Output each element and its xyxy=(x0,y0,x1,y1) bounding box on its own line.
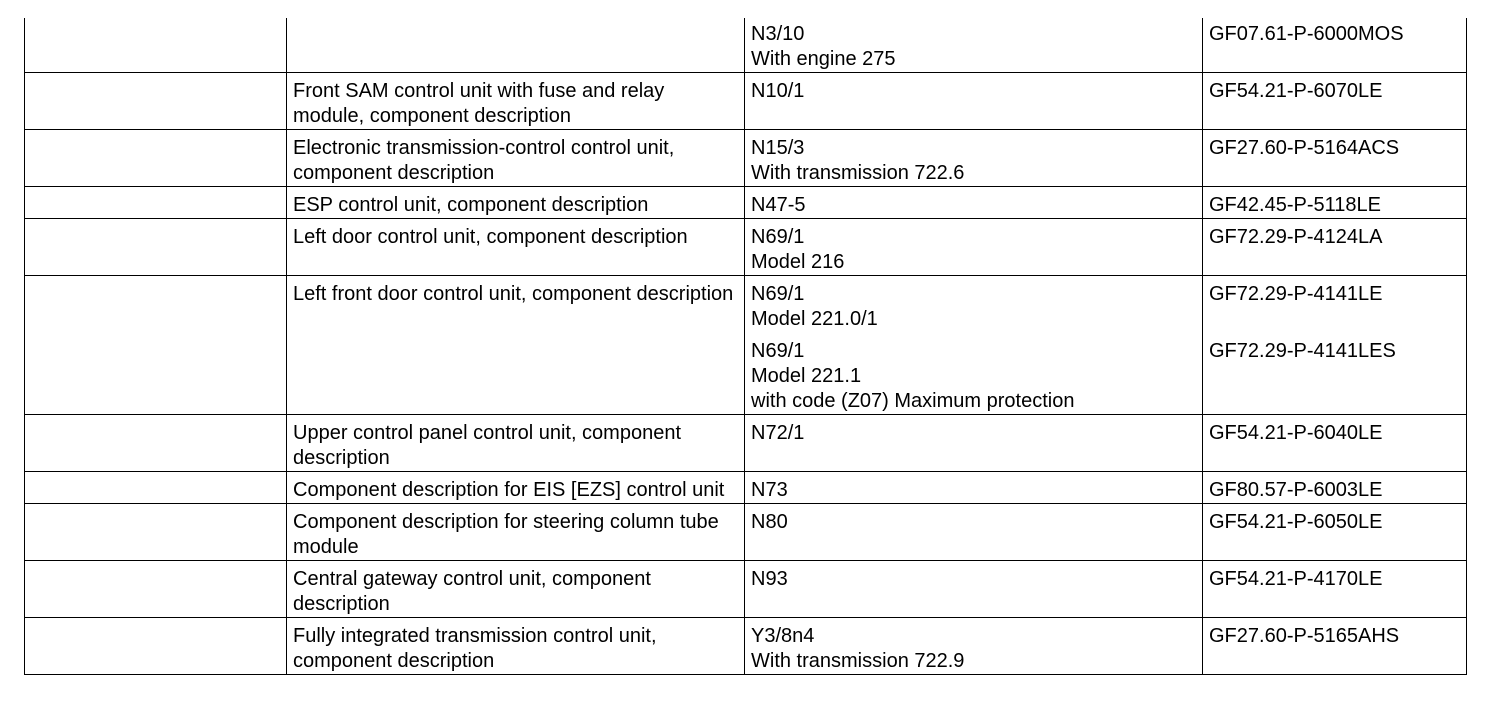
component-code-cell xyxy=(745,415,1203,472)
component-code-cell xyxy=(745,561,1203,618)
component-code-cell xyxy=(745,219,1203,276)
code-entry xyxy=(751,478,1196,503)
table-row xyxy=(25,415,1467,472)
blank-cell xyxy=(25,219,287,276)
document-number-cell xyxy=(1203,73,1467,130)
table-row xyxy=(25,472,1467,504)
document-number-cell xyxy=(1203,415,1467,472)
document-number-cell xyxy=(1203,472,1467,504)
component-code: N15/3 xyxy=(751,137,805,159)
document-number: GF72.29-P-4141LE xyxy=(1209,283,1383,305)
component-code: Y3/8n4 xyxy=(751,625,815,647)
table-body xyxy=(25,18,1467,675)
code-entry xyxy=(751,567,1196,592)
component-code: N3/10 xyxy=(751,23,805,45)
component-code: N69/1 xyxy=(751,226,805,248)
code-entry xyxy=(751,79,1196,104)
blank-cell xyxy=(25,618,287,675)
component-description-cell: Upper control panel control unit, component description xyxy=(287,415,745,472)
component-description-cell: Electronic transmission-control control unit, component description xyxy=(287,130,745,187)
component-code: N69/1 xyxy=(751,283,805,305)
document-number: GF80.57-P-6003LE xyxy=(1209,479,1383,501)
component-code-cell xyxy=(745,187,1203,219)
component-code: N73 xyxy=(751,479,788,501)
component-description-cell xyxy=(287,18,745,73)
component-condition: With transmission 722.9 xyxy=(751,650,965,672)
code-entry xyxy=(751,339,1196,414)
document-entry xyxy=(1209,478,1460,503)
code-entry xyxy=(751,282,1196,332)
table-row xyxy=(25,130,1467,187)
document-number-cell xyxy=(1203,18,1467,73)
component-condition: with code (Z07) Maximum protection xyxy=(751,390,1075,412)
document-number-cell xyxy=(1203,561,1467,618)
table-row xyxy=(25,561,1467,618)
table-row xyxy=(25,219,1467,276)
component-condition: With transmission 722.6 xyxy=(751,162,965,184)
document-number: GF27.60-P-5164ACS xyxy=(1209,137,1400,159)
document-number-cell xyxy=(1203,618,1467,675)
document-entry xyxy=(1209,624,1460,674)
component-code-cell xyxy=(745,18,1203,73)
document-number: GF54.21-P-4170LE xyxy=(1209,568,1383,590)
component-description-cell: Component description for EIS [EZS] control unit xyxy=(287,472,745,504)
document-entry xyxy=(1209,567,1460,592)
component-code: N69/1 xyxy=(751,340,805,362)
component-code: N72/1 xyxy=(751,422,805,444)
component-description-cell: Fully integrated transmission control unit, component description xyxy=(287,618,745,675)
blank-cell xyxy=(25,18,287,73)
component-code: N47-5 xyxy=(751,194,806,216)
document-number-cell xyxy=(1203,504,1467,561)
document-entry xyxy=(1209,193,1460,218)
table-row xyxy=(25,504,1467,561)
code-entry xyxy=(751,225,1196,275)
table-row xyxy=(25,73,1467,130)
document-number: GF54.21-P-6070LE xyxy=(1209,80,1383,102)
component-description-cell: Central gateway control unit, component description xyxy=(287,561,745,618)
component-condition: With engine 275 xyxy=(751,48,896,70)
code-entry xyxy=(751,421,1196,446)
document-entry xyxy=(1209,421,1460,446)
document-number: GF42.45-P-5118LE xyxy=(1209,194,1381,216)
document-number-cell xyxy=(1203,276,1467,415)
table-row xyxy=(25,18,1467,73)
document-number: GF27.60-P-5165AHS xyxy=(1209,625,1400,647)
document-entry xyxy=(1209,22,1460,72)
component-code-cell xyxy=(745,618,1203,675)
blank-cell xyxy=(25,187,287,219)
component-description-cell: Left door control unit, component description xyxy=(287,219,745,276)
document-entry xyxy=(1209,79,1460,104)
blank-cell xyxy=(25,472,287,504)
document-entry xyxy=(1209,136,1460,186)
component-code: N80 xyxy=(751,511,788,533)
component-condition: Model 221.0/1 xyxy=(751,308,878,330)
blank-cell xyxy=(25,561,287,618)
blank-cell xyxy=(25,504,287,561)
component-code-cell xyxy=(745,504,1203,561)
table-row xyxy=(25,618,1467,675)
blank-cell xyxy=(25,130,287,187)
component-code-cell xyxy=(745,73,1203,130)
component-description-cell: Left front door control unit, component description xyxy=(287,276,745,415)
document-number: GF07.61-P-6000MOS xyxy=(1209,23,1404,45)
component-code: N10/1 xyxy=(751,80,805,102)
table-row xyxy=(25,276,1467,415)
document-number-cell xyxy=(1203,219,1467,276)
document-number: GF54.21-P-6050LE xyxy=(1209,511,1383,533)
component-code-cell xyxy=(745,130,1203,187)
document-number: GF72.29-P-4124LA xyxy=(1209,226,1383,248)
component-condition: Model 221.1 xyxy=(751,365,862,387)
component-reference-table xyxy=(24,18,1467,675)
code-entry xyxy=(751,510,1196,535)
code-entry xyxy=(751,624,1196,674)
component-code-cell xyxy=(745,472,1203,504)
component-description-cell: ESP control unit, component description xyxy=(287,187,745,219)
document-number-cell xyxy=(1203,130,1467,187)
component-condition: Model 216 xyxy=(751,251,845,273)
blank-cell xyxy=(25,415,287,472)
table-row xyxy=(25,187,1467,219)
document-entry xyxy=(1209,339,1460,414)
code-entry xyxy=(751,22,1196,72)
document-number: GF72.29-P-4141LES xyxy=(1209,340,1396,362)
code-entry xyxy=(751,136,1196,186)
blank-cell xyxy=(25,73,287,130)
component-code-cell xyxy=(745,276,1203,415)
code-entry xyxy=(751,193,1196,218)
component-description-cell: Component description for steering column tube module xyxy=(287,504,745,561)
blank-cell xyxy=(25,276,287,415)
component-code: N93 xyxy=(751,568,788,590)
document-entry xyxy=(1209,510,1460,535)
document-entry xyxy=(1209,282,1460,332)
document-number-cell xyxy=(1203,187,1467,219)
document-entry xyxy=(1209,225,1460,275)
document-number: GF54.21-P-6040LE xyxy=(1209,422,1383,444)
component-description-cell: Front SAM control unit with fuse and relay module, component description xyxy=(287,73,745,130)
